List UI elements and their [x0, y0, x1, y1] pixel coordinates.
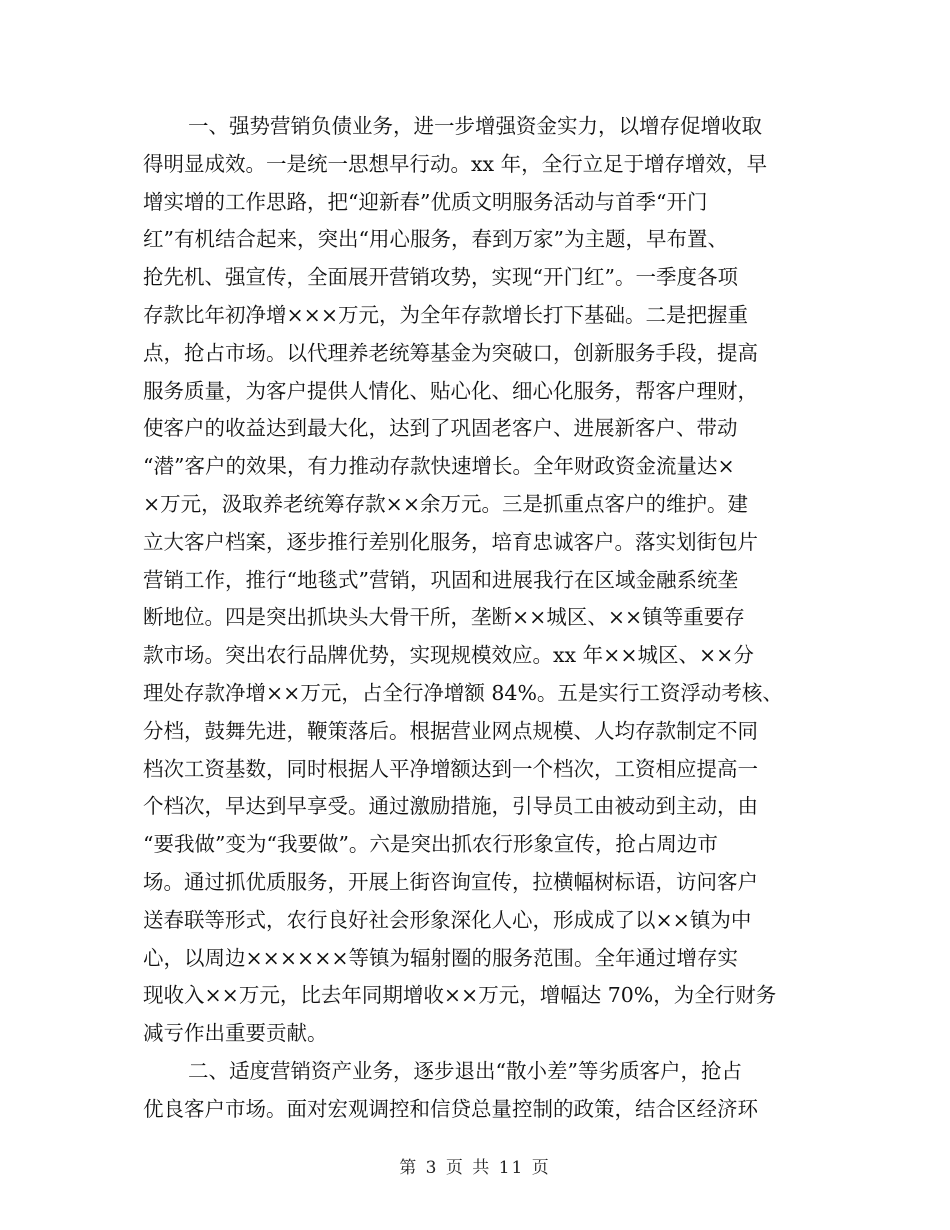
text-line: 心，以周边××××××等镇为辐射圈的服务范围。全年通过增存实: [143, 945, 739, 970]
text-line: 抢先机、强宣传，全面展开营销攻势，实现“开门红”。一季度各项: [143, 265, 738, 290]
text-line: “潜”客户的效果，有力推动存款快速增长。全年财政资金流量达×: [143, 454, 735, 479]
text-line: 送春联等形式，农行良好社会形象深化人心，形成成了以××镇为中: [143, 907, 752, 932]
text-line: 二、适度营销资产业务，逐步退出“散小差”等劣质客户，抢占: [188, 1058, 742, 1083]
text-line: 点，抢占市场。以代理养老统筹基金为突破口，创新服务手段，提高: [143, 340, 758, 365]
text-line: 立大客户档案，逐步推行差别化服务，培育忠诚客户。落实划街包片: [143, 529, 758, 554]
text-line: 红”有机结合起来，突出“用心服务，春到万家”为主题，早布置、: [143, 227, 728, 252]
document-body: [143, 108, 811, 1129]
text-line: 场。通过抓优质服务，开展上街咨询宣传，拉横幅树标语，访问客户: [143, 869, 758, 894]
text-line: 减亏作出重要贡献。: [143, 1021, 328, 1046]
text-line: 现收入××万元，比去年同期增收××万元，增幅达 70%，为全行财务: [143, 983, 777, 1008]
text-line: 增实增的工作思路，把“迎新春”优质文明服务活动与首季“开门: [143, 189, 708, 214]
text-line: 个档次，早达到早享受。通过激励措施，引导员工由被动到主动，由: [143, 794, 758, 819]
text-line: 档次工资基数，同时根据人平净增额达到一个档次，工资相应提高一: [143, 756, 758, 781]
text-line: 一、强势营销负债业务，进一步增强资金实力，以增存促增收取: [188, 114, 762, 138]
text-line: 营销工作，推行“地毯式”营销，巩固和进展我行在区域金融系统垄: [143, 567, 738, 592]
text-line: 优良客户市场。面对宏观调控和信贷总量控制的政策，结合区经济环: [143, 1096, 758, 1121]
text-line: 存款比年初净增×××万元，为全年存款增长打下基础。二是把握重: [143, 302, 749, 327]
text-line: 得明显成效。一是统一思想早行动。xx 年，全行立足于增存增效，早: [143, 151, 768, 176]
text-line: 款市场。突出农行品牌优势，实现规模效应。xx 年××城区、××分: [143, 643, 754, 668]
text-line: “要我做”变为“我要做”。六是突出抓农行形象宣传，抢占周边市: [143, 832, 718, 857]
text-line: 断地位。四是突出抓块头大骨干所，垄断××城区、××镇等重要存: [143, 605, 745, 630]
text-line: ×万元，汲取养老统筹存款××余万元。三是抓重点客户的维护。建: [143, 491, 749, 516]
text-line: 理处存款净增××万元，占全行净增额 84%。五是实行工资浮动考核、: [143, 680, 783, 705]
text-line: 服务质量，为客户提供人情化、贴心化、细心化服务，帮客户理财，: [143, 378, 758, 403]
text-line: 分档，鼓舞先进，鞭策落后。根据营业网点规模、人均存款制定不同: [143, 718, 758, 743]
text-line: 使客户的收益达到最大化，达到了巩固老客户、进展新客户、带动: [143, 416, 738, 441]
page-number-footer: 第 3 页 共 11 页: [399, 1158, 551, 1178]
